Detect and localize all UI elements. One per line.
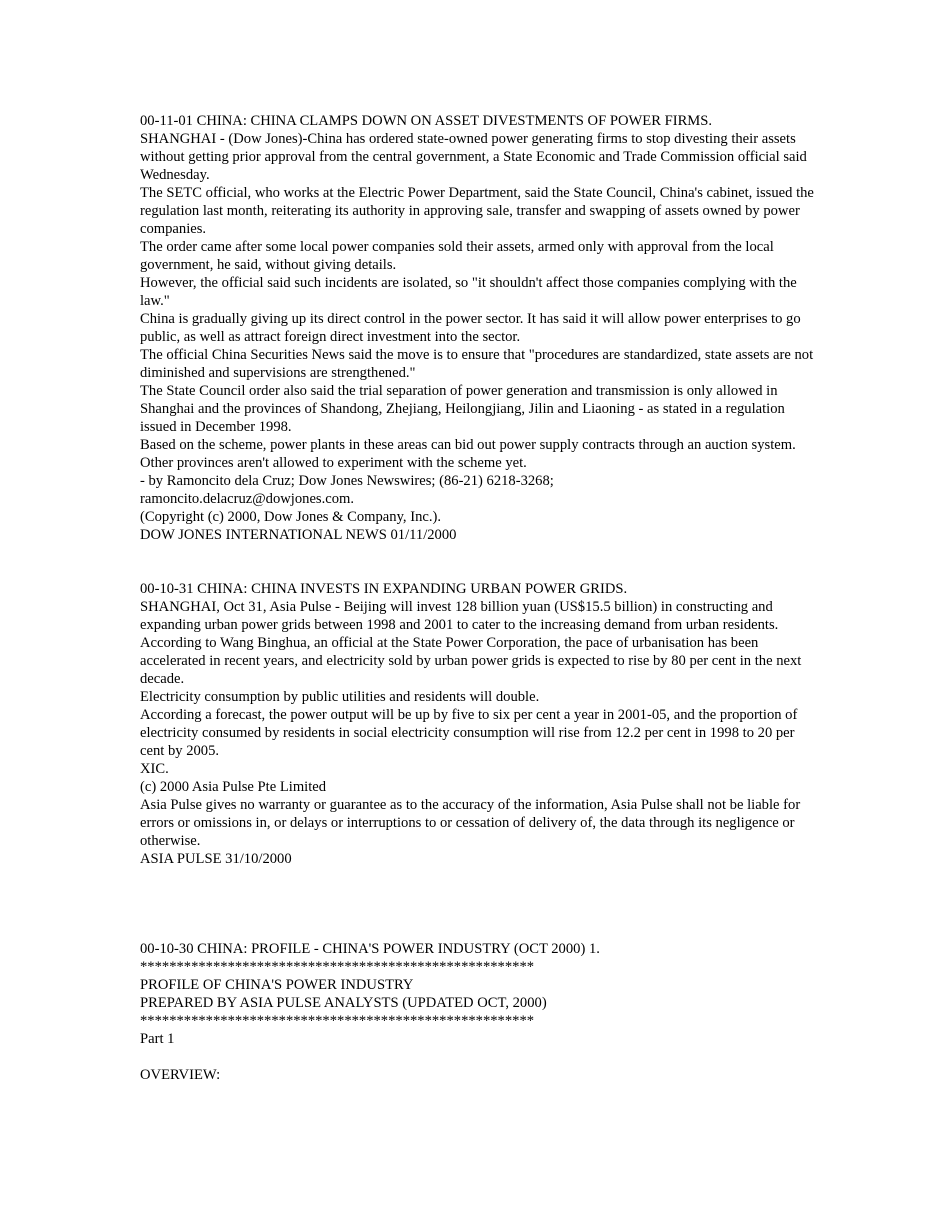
article-source: DOW JONES INTERNATIONAL NEWS 01/11/2000 bbox=[140, 527, 457, 543]
article-paragraph: XIC. bbox=[140, 761, 169, 777]
profile-title: PROFILE OF CHINA'S POWER INDUSTRY bbox=[140, 977, 414, 993]
article-headline: 00-10-30 CHINA: PROFILE - CHINA'S POWER INDUSTRY (OCT 2000) 1. bbox=[140, 941, 600, 957]
article-paragraph: According to Wang Binghua, an official at the State Power Corporation, the pace of urbanisation has been accelerated in recent years, and electricity sold by urban power grids is expected to rise by 80 per cent in the next decade. bbox=[140, 635, 802, 687]
article-paragraph: The State Council order also said the trial separation of power generation and transmission is only allowed in Shanghai and the provinces of Shandong, Zhejiang, Heilongjiang, Jilin and Liaoning - as stated in a regulation issued in December 1998. bbox=[140, 383, 785, 435]
profile-part: Part 1 bbox=[140, 1031, 175, 1047]
article-paragraph: However, the official said such incidents are isolated, so "it shouldn't affect those companies complying with the law." bbox=[140, 275, 797, 309]
article-paragraph: According a forecast, the power output will be up by five to six per cent a year in 2001-05, and the proportion of electricity consumed by residents in social electricity consumption will rise from 12.2 per cent in 1998 to 20 per cent by 2005. bbox=[140, 707, 798, 759]
article-spacer bbox=[140, 544, 815, 580]
article-1 bbox=[140, 112, 815, 544]
article-paragraph: SHANGHAI - (Dow Jones)-China has ordered state-owned power generating firms to stop divesting their assets without getting prior approval from the central government, a State Economic and Trade Commission official said Wednesday. bbox=[140, 131, 807, 183]
article-paragraph: SHANGHAI, Oct 31, Asia Pulse - Beijing will invest 128 billion yuan (US$15.5 billion) in constructing and expanding urban power grids between 1998 and 2001 to cater to the increasing demand from urban residents. bbox=[140, 599, 779, 633]
article-paragraph: The official China Securities News said the move is to ensure that "procedures are standardized, state assets are not diminished and supervisions are strengthened." bbox=[140, 347, 814, 381]
article-paragraph: China is gradually giving up its direct control in the power sector. It has said it will allow power enterprises to go public, as well as attract foreign direct investment into the sector. bbox=[140, 311, 801, 345]
profile-section-heading: OVERVIEW: bbox=[140, 1067, 221, 1083]
article-paragraph: The order came after some local power companies sold their assets, armed only with approval from the local government, he said, without giving details. bbox=[140, 239, 774, 273]
document-page bbox=[140, 112, 815, 1084]
article-paragraph: Other provinces aren't allowed to experiment with the scheme yet. bbox=[140, 455, 527, 471]
article-3 bbox=[140, 940, 815, 1084]
asterisk-divider: ****************************************************** bbox=[140, 959, 535, 975]
article-paragraph: Electricity consumption by public utilities and residents will double. bbox=[140, 689, 540, 705]
article-copyright: (c) 2000 Asia Pulse Pte Limited bbox=[140, 779, 327, 795]
article-byline: - by Ramoncito dela Cruz; Dow Jones Newswires; (86-21) 6218-3268; bbox=[140, 473, 554, 489]
article-paragraph: The SETC official, who works at the Electric Power Department, said the State Council, China's cabinet, issued the regulation last month, reiterating its authority in approving sale, transfer and swapping of assets owned by power companies. bbox=[140, 185, 814, 237]
article-spacer bbox=[140, 868, 815, 940]
article-paragraph: Based on the scheme, power plants in these areas can bid out power supply contracts through an auction system. bbox=[140, 437, 796, 453]
article-2 bbox=[140, 580, 815, 868]
article-headline: 00-11-01 CHINA: CHINA CLAMPS DOWN ON ASSET DIVESTMENTS OF POWER FIRMS. bbox=[140, 113, 713, 129]
article-email: ramoncito.delacruz@dowjones.com. bbox=[140, 491, 355, 507]
profile-prepared-by: PREPARED BY ASIA PULSE ANALYSTS (UPDATED OCT, 2000) bbox=[140, 995, 547, 1011]
article-source: ASIA PULSE 31/10/2000 bbox=[140, 851, 292, 867]
blank-line bbox=[140, 1048, 815, 1066]
article-disclaimer: Asia Pulse gives no warranty or guarantee as to the accuracy of the information, Asia Pulse shall not be liable for errors or omissions in, or delays or interruptions to or cessation of delivery of, the data through its negligence or otherwise. bbox=[140, 797, 801, 849]
article-headline: 00-10-31 CHINA: CHINA INVESTS IN EXPANDING URBAN POWER GRIDS. bbox=[140, 581, 628, 597]
asterisk-divider: ****************************************************** bbox=[140, 1013, 535, 1029]
article-copyright: (Copyright (c) 2000, Dow Jones & Company, Inc.). bbox=[140, 509, 442, 525]
